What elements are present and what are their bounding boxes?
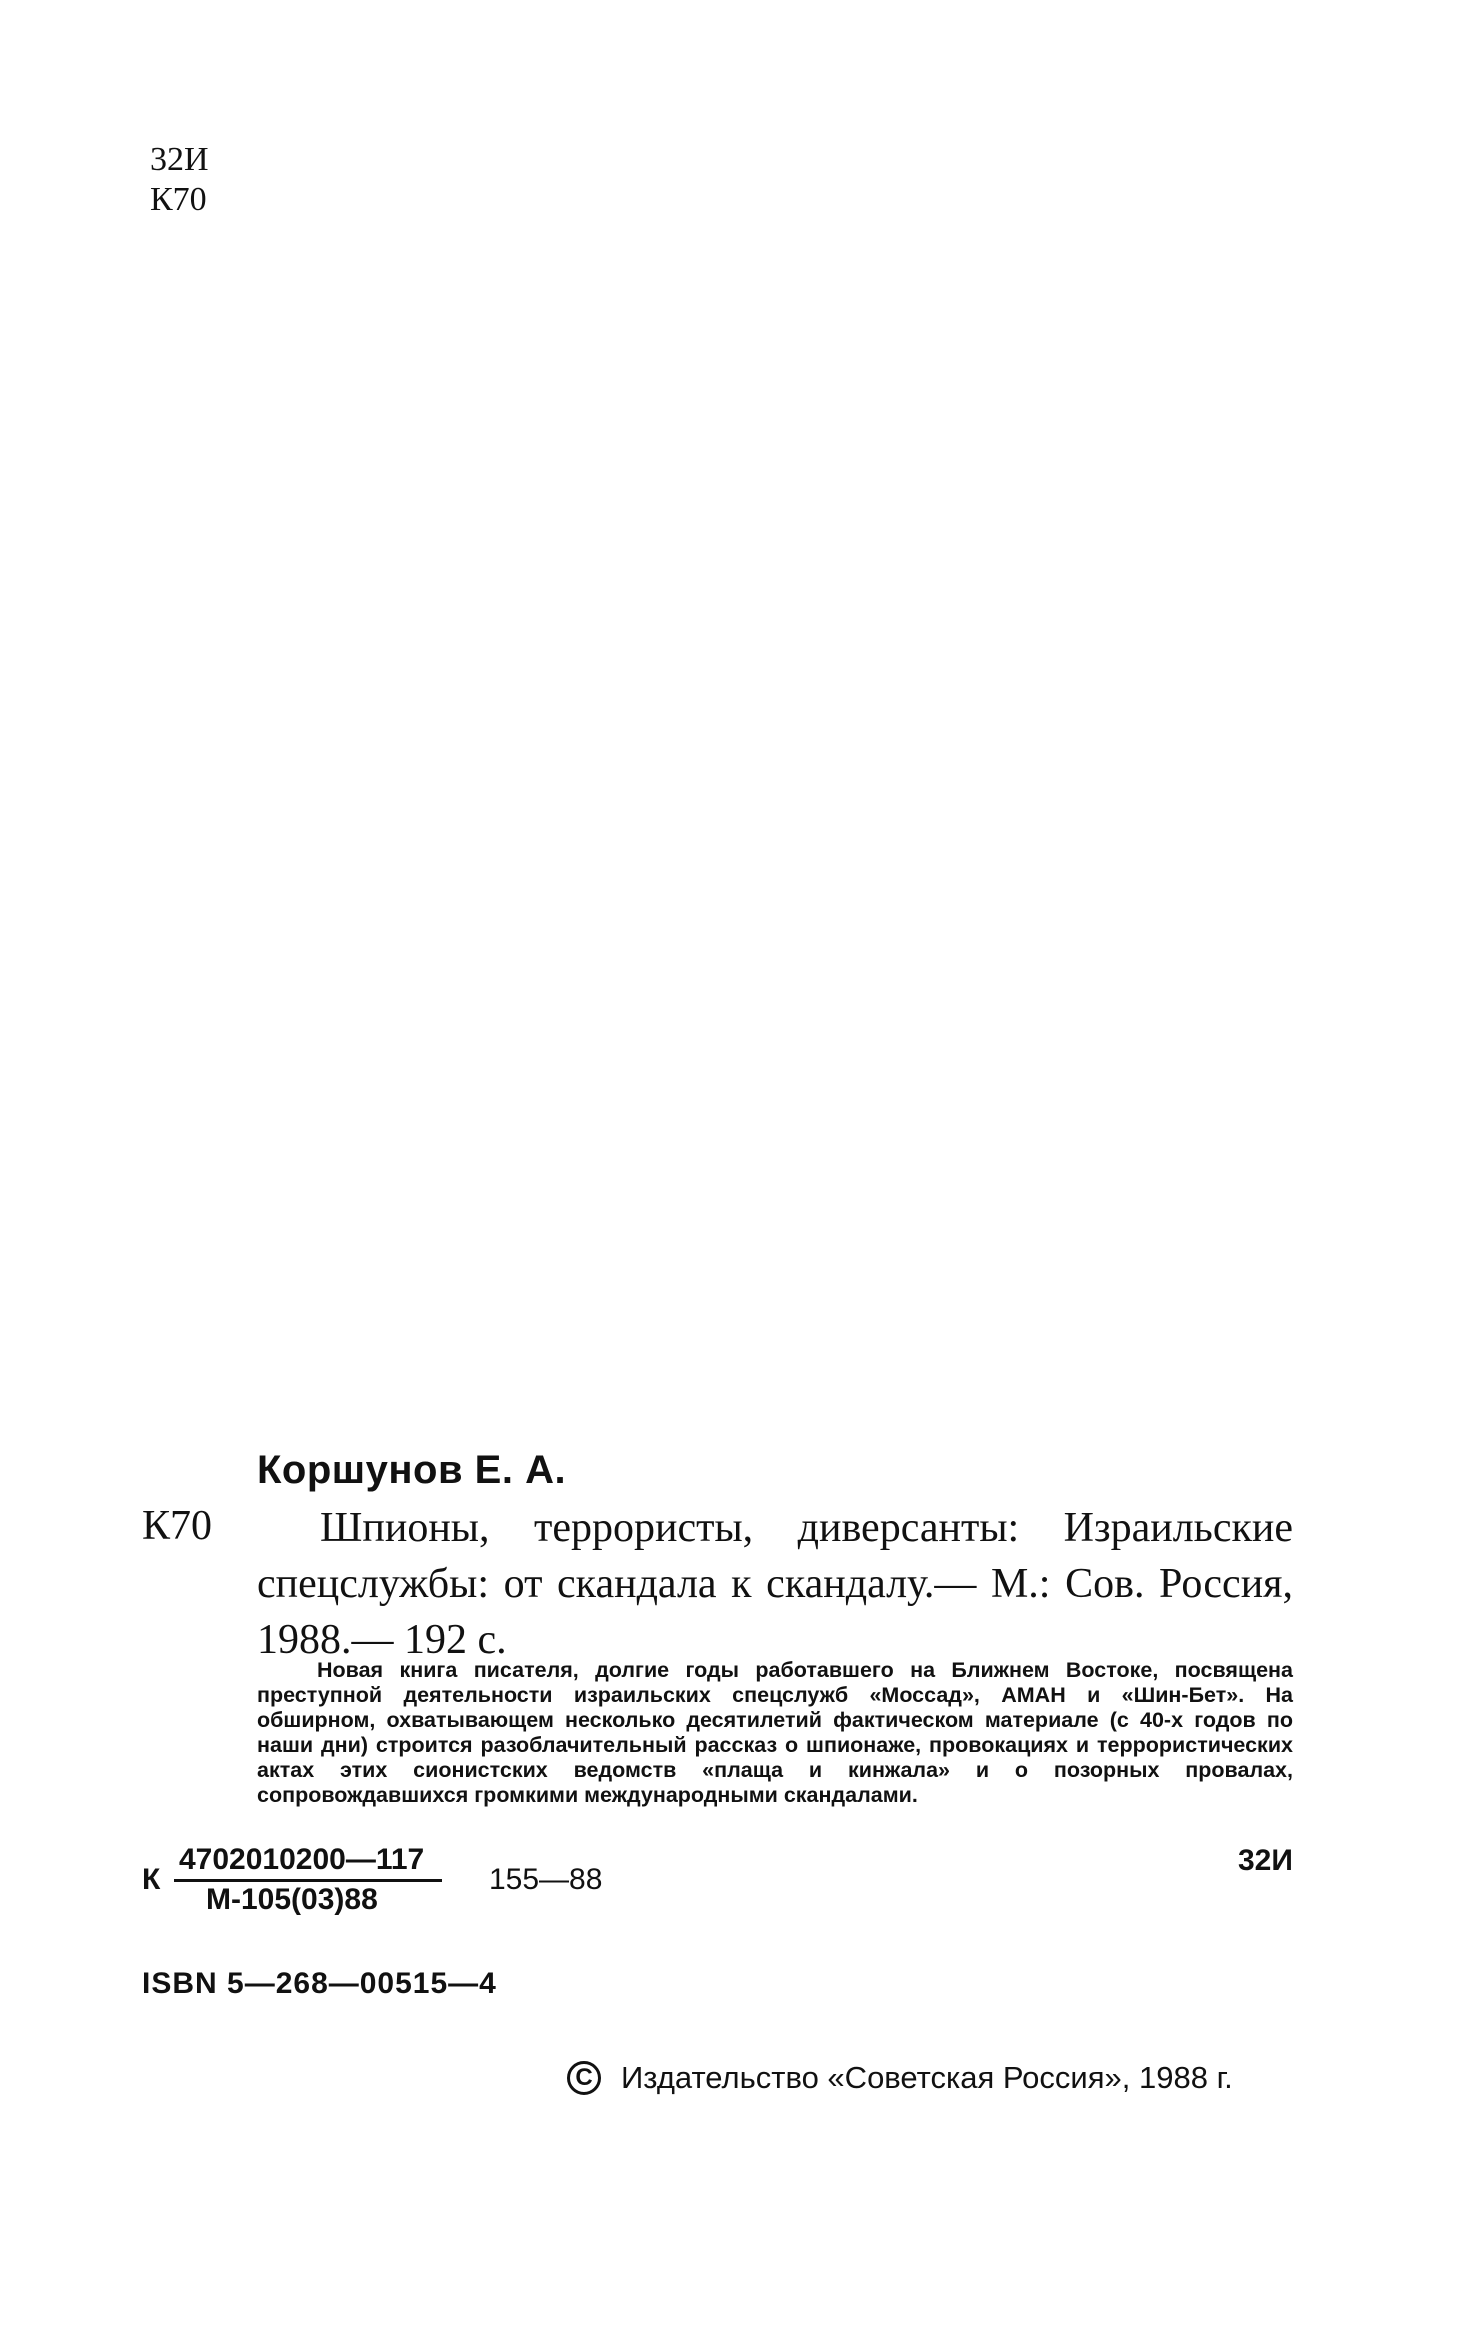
bibliographic-description — [257, 1500, 1293, 1668]
card-author-mark: К70 — [142, 1503, 213, 1549]
annotation-block — [257, 1658, 1293, 1808]
copyright-text: Издательство «Советская Россия», 1988 г. — [621, 2060, 1233, 2095]
isbn-number: ISBN 5—268—00515—4 — [142, 1967, 497, 2000]
annotation-text: Новая книга писателя, долгие годы работавшего на Ближнем Востоке, посвящена преступной деятельности израильских спецслужб «Моссад», АМАН и «Шин-Бет». На обширном, охватывающем несколько десятилетий фактическом материале (с 40-х годов по наши дни) строится разоблачительный рассказ о шпионаже, провокациях и террористических актах этих сионистских ведомств «плаща и кинжала» и о позорных провалах, сопровождавшихся громкими международными скандалами. — [257, 1658, 1293, 1807]
code-denominator: М-105(03)88 — [206, 1883, 378, 1916]
code-letter: К — [142, 1863, 161, 1896]
author-mark: К70 — [150, 181, 207, 218]
author-name: Коршунов Е. А. — [257, 1448, 567, 1492]
classification-code: 32И — [150, 141, 209, 178]
copyright-icon: C — [567, 2061, 601, 2095]
code-numerator: 4702010200—117 — [179, 1843, 425, 1876]
classification-index-right: 32И — [1238, 1844, 1293, 1877]
classification-index — [150, 140, 209, 220]
fraction-bar — [174, 1879, 442, 1882]
code-suffix: 155—88 — [489, 1863, 603, 1896]
copyright-line — [567, 2060, 1233, 2096]
bibliographic-line: Шпионы, террористы, диверсанты: Израильские спецслужбы: от скандала к скандалу.— М.: Сов. Россия, 1988.— 192 с. — [257, 1505, 1293, 1663]
